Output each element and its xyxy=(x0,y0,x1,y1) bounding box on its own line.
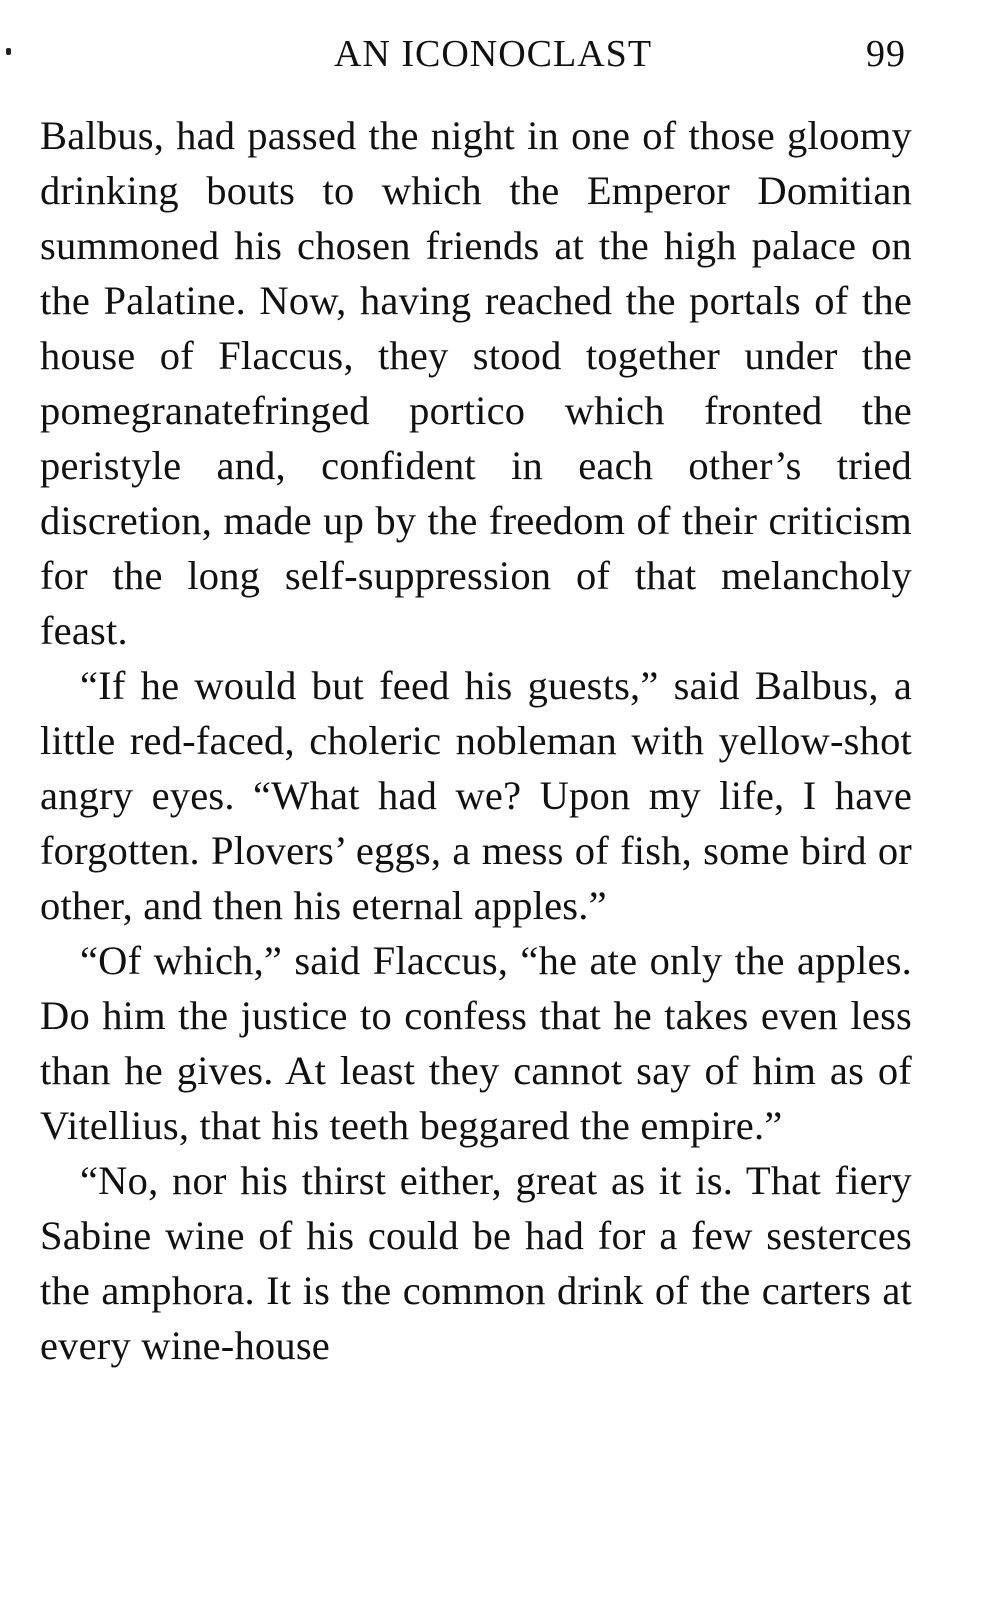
paragraph-2: “If he would but feed his guests,” said Balbus, a little red-faced, choleric nobleman with yellow-shot angry eyes. “What had we? Upon my life, I have forgotten. Plovers’ eggs, a mess of fish, some bird or other, and then his eternal apples.” xyxy=(40,663,912,928)
running-header xyxy=(40,24,912,84)
paragraph-3: “Of which,” said Flaccus, “he ate only the apples. Do him the justice to confess that he takes even less than he gives. At least they cannot say of him as of Vitellius, that his teeth beggared the empire.” xyxy=(40,938,912,1148)
body-text xyxy=(40,108,912,1373)
paragraph-1: Balbus, had passed the night in one of those gloomy drinking bouts to which the Emperor Domitian summoned his chosen friends at the high palace on the Palatine. Now, having reached the portals of the house of Flaccus, they stood together under the pomegranatefringed portico which fronted the peristyle and, confident in each other’s tried discretion, made up by the freedom of their criticism for the long self-suppression of that melancholy feast. xyxy=(40,113,912,653)
running-title: AN ICONOCLAST xyxy=(333,33,653,75)
page-number: 99 xyxy=(866,33,906,75)
stray-ink-mark xyxy=(6,48,11,55)
book-page xyxy=(40,0,912,1622)
paragraph-4: “No, nor his thirst either, great as it is. That fiery Sabine wine of his could be had for a few sesterces the amphora. It is the common drink of the carters at every wine-house xyxy=(40,1158,912,1368)
